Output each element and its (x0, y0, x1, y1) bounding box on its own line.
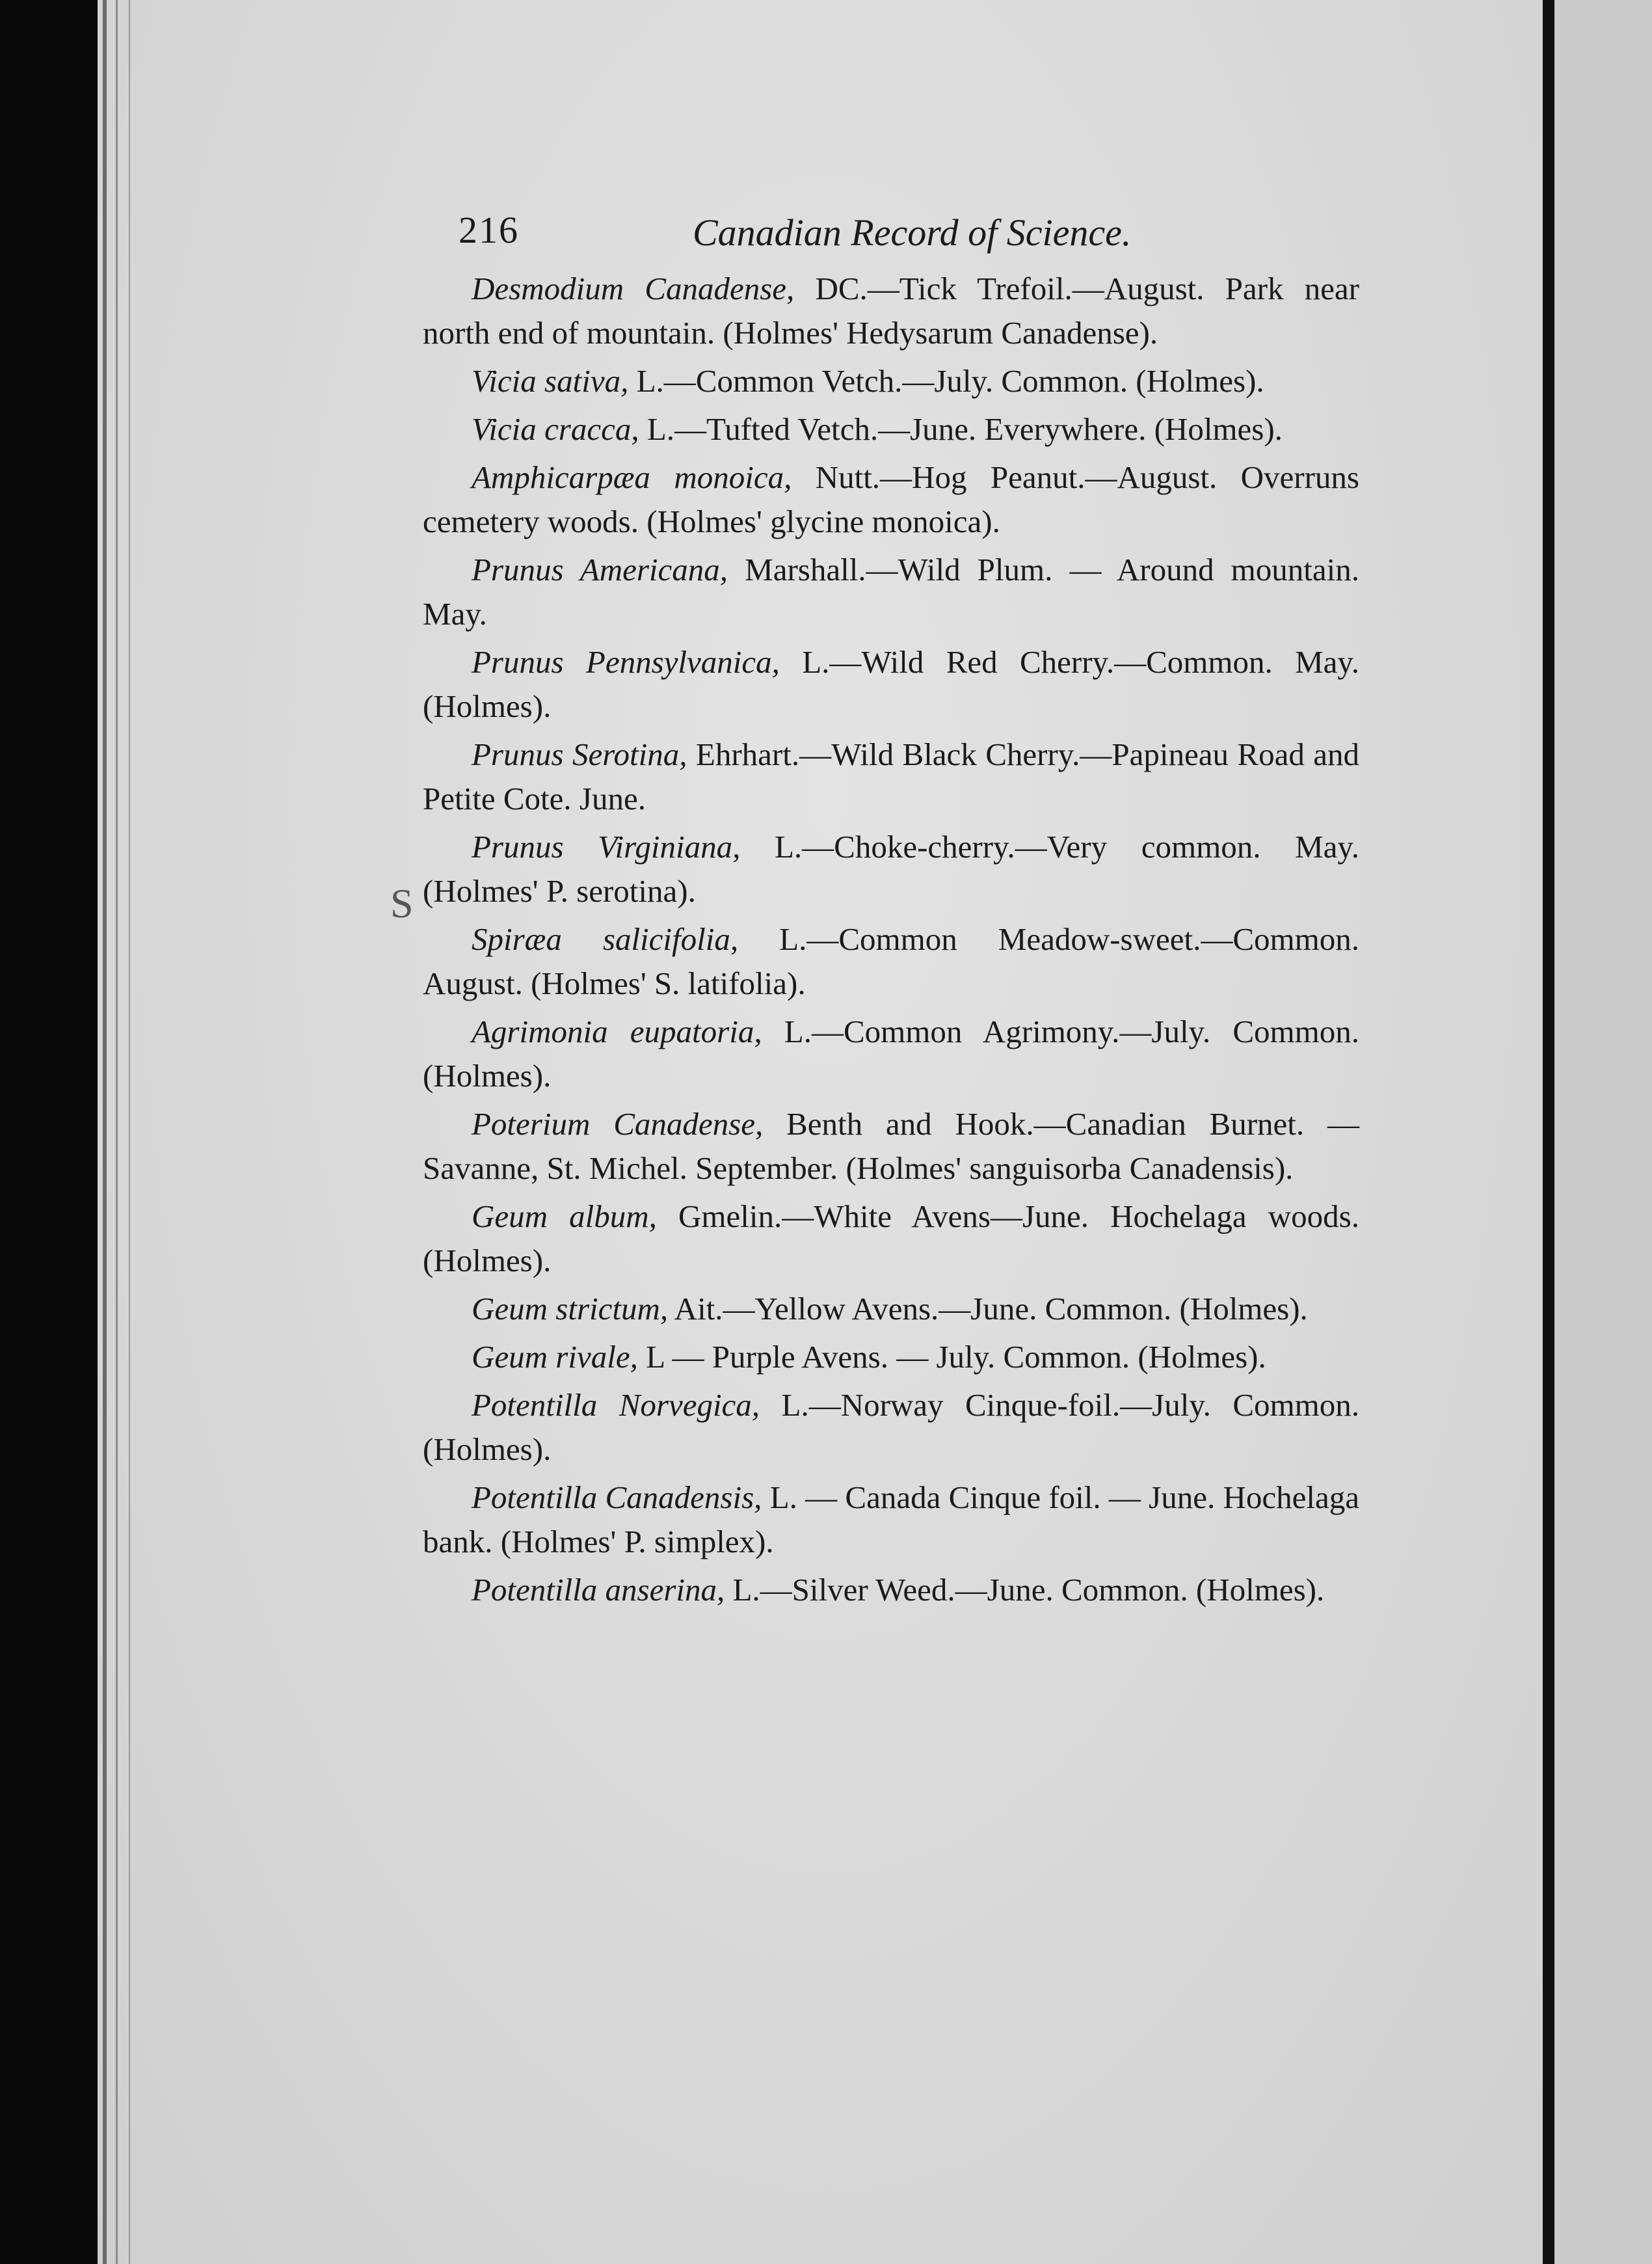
species-entry (423, 359, 1359, 403)
binding-edge-line (103, 0, 107, 2264)
species-entry (423, 1010, 1359, 1098)
species-description: L.—Common Vetch.—July. Common. (Holmes). (628, 363, 1264, 399)
species-description: L.—Common Agrimony.—July. Common. (Holmes). (423, 1014, 1359, 1094)
species-description: Benth and Hook.—Canadian Burnet. —Savanne, St. Michel. September. (Holmes' sanguisorba Canadensis). (423, 1106, 1359, 1186)
species-entry (423, 1476, 1359, 1564)
species-name: Amphicarpæa monoica, (472, 459, 792, 495)
species-name: Spiræa salicifolia, (472, 921, 739, 957)
species-entry (423, 1383, 1359, 1472)
species-entry (423, 917, 1359, 1006)
species-entry (423, 267, 1359, 355)
species-name: Prunus Pennsylvanica, (472, 644, 780, 680)
species-name: Desmodium Canadense, (472, 271, 795, 306)
species-name: Potentilla Canadensis, (472, 1479, 762, 1515)
species-description: Gmelin.—White Avens—June. Hochelaga woods. (Holmes). (423, 1198, 1359, 1278)
species-entry (423, 1287, 1359, 1331)
species-description: L. — Canada Cinque foil. — June. Hochelaga bank. (Holmes' P. simplex). (423, 1479, 1359, 1559)
margin-annotation: S (390, 880, 414, 926)
species-entry (423, 1335, 1359, 1379)
species-description: DC.—Tick Trefoil.—August. Park near north end of mountain. (Holmes' Hedysarum Canadense). (423, 271, 1359, 351)
species-description: L.—Wild Red Cherry.—Common. May. (Holmes). (423, 644, 1359, 724)
species-name: Prunus Virginiana, (472, 829, 741, 865)
species-entry (423, 1568, 1359, 1612)
species-entry (423, 733, 1359, 821)
page-number: 216 (459, 209, 519, 251)
species-entry (423, 1194, 1359, 1283)
species-description: Ehrhart.—Wild Black Cherry.—Papineau Road and Petite Cote. June. (423, 736, 1359, 816)
species-entry (423, 407, 1359, 451)
facing-page-edge (1554, 0, 1652, 2264)
binding-edge-line (116, 0, 118, 2264)
species-description: L.—Silver Weed.—June. Common. (Holmes). (725, 1572, 1325, 1608)
species-name: Potentilla anserina, (472, 1572, 725, 1608)
species-name: Geum strictum, (472, 1291, 669, 1327)
species-description: L.—Common Meadow-sweet.—Common. August. (Holmes' S. latifolia). (423, 921, 1359, 1001)
species-description: L.—Tufted Vetch.—June. Everywhere. (Holmes). (639, 411, 1283, 447)
species-name: Prunus Americana, (472, 552, 728, 587)
species-entry (423, 825, 1359, 913)
species-description: L.—Norway Cinque-foil.—July. Common. (Holmes). (423, 1387, 1359, 1467)
species-name: Geum album, (472, 1198, 657, 1234)
species-name: Vicia cracca, (472, 411, 639, 447)
binding-edge-line (129, 0, 130, 2264)
species-description: Nutt.—Hog Peanut.—August. Overruns cemetery woods. (Holmes' glycine monoica). (423, 459, 1359, 539)
species-name: Prunus Serotina, (472, 736, 687, 772)
page-gutter-shadow (1543, 0, 1554, 2264)
species-name: Agrimonia eupatoria, (472, 1014, 762, 1049)
species-description: L — Purple Avens. — July. Common. (Holmes). (637, 1339, 1266, 1375)
species-name: Poterium Canadense, (472, 1106, 764, 1142)
species-name: Geum rivale, (472, 1339, 638, 1375)
species-entry (423, 548, 1359, 636)
page-text (423, 195, 1359, 1616)
species-name: Potentilla Norvegica, (472, 1387, 760, 1423)
species-entry (423, 1102, 1359, 1191)
species-description: L.—Choke-cherry.—Very common. May. (Holmes' P. serotina). (423, 829, 1359, 909)
running-title: Canadian Record of Science. (693, 211, 1132, 254)
page-header (423, 195, 1359, 267)
species-entry (423, 640, 1359, 729)
species-description: Ait.—Yellow Avens.—June. Common. (Holmes). (668, 1291, 1308, 1327)
species-name: Vicia sativa, (472, 363, 629, 399)
species-entry (423, 455, 1359, 544)
species-description: Marshall.—Wild Plum. — Around mountain. May. (423, 552, 1359, 632)
